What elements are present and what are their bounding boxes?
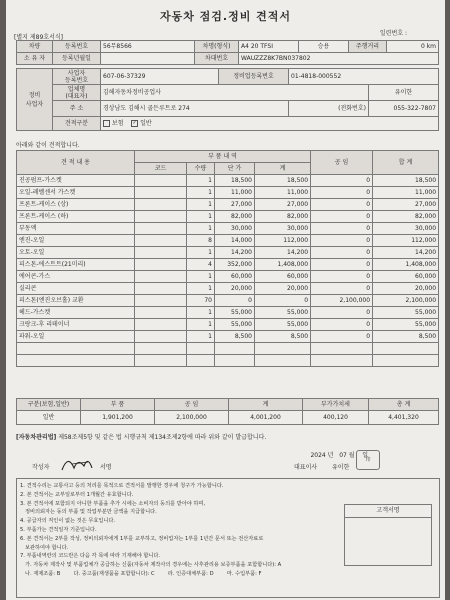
summary-sum-header: 계 xyxy=(229,399,303,411)
writer-sign-label: 서명 xyxy=(100,464,112,471)
item-code xyxy=(135,223,187,235)
item-unit: 30,000 xyxy=(215,223,255,235)
shop-stamp-cell xyxy=(369,85,439,101)
customer-sign-label: 고객서명 xyxy=(345,505,431,518)
item-unit: 27,000 xyxy=(215,199,255,211)
item-code xyxy=(135,247,187,259)
item-code xyxy=(135,199,187,211)
item-code xyxy=(135,295,187,307)
company-seal: 印 xyxy=(356,450,380,470)
note-line: 2. 본 견적서는 교부일로부터 1개월간 유효합니다. xyxy=(20,491,134,498)
item-labor: 2,100,000 xyxy=(311,295,373,307)
empty-row xyxy=(17,355,439,367)
item-sum: 55,000 xyxy=(255,307,311,319)
item-total: 82,000 xyxy=(373,211,439,223)
item-name: 오토-오일 xyxy=(17,247,135,259)
col-code: 코드 xyxy=(135,163,187,175)
item-unit: 11,000 xyxy=(215,187,255,199)
item-unit: 14,200 xyxy=(215,247,255,259)
table-row xyxy=(17,247,439,259)
estimate-type-label: 견적구분 xyxy=(53,117,101,131)
summary-sum: 4,001,200 xyxy=(229,411,303,425)
mileage-label: 주행거리 xyxy=(349,41,387,53)
shop-info-table xyxy=(16,68,439,131)
reg-no-label: 등록번호 xyxy=(53,41,101,53)
item-total: 60,000 xyxy=(373,271,439,283)
item-unit: 60,000 xyxy=(215,271,255,283)
item-total: 14,200 xyxy=(373,247,439,259)
item-qty: 1 xyxy=(187,199,215,211)
item-sum: 11,000 xyxy=(255,187,311,199)
model-label: 차명(형식) xyxy=(195,41,239,53)
note-line: 보관하여야 합니다. xyxy=(20,544,69,551)
date-year-unit: 년 xyxy=(327,452,334,459)
summary-parts-header: 부 품 xyxy=(81,399,155,411)
summary-vat: 400,120 xyxy=(303,411,369,425)
insurance-option-label: 보험 xyxy=(111,119,124,127)
item-sum: 8,500 xyxy=(255,331,311,343)
item-total: 1,408,000 xyxy=(373,259,439,271)
table-row xyxy=(17,259,439,271)
item-qty: 1 xyxy=(187,211,215,223)
item-qty: 1 xyxy=(187,283,215,295)
reg-date-value xyxy=(101,53,195,65)
item-total: 30,000 xyxy=(373,223,439,235)
empty-row xyxy=(17,343,439,355)
reg-date-label: 등록년월일 xyxy=(53,53,101,65)
note-line: 5. 부품가는 견적일자 기준입니다. xyxy=(20,526,97,533)
item-name: 피스톤(엔진오브홀) 교환 xyxy=(17,295,135,307)
note-line: 7. 부품내역란의 코드란은 다음 각 목에 따라 기재해야 합니다. xyxy=(20,553,161,560)
shop-reg-no-value: 01-4818-000552 xyxy=(289,69,439,85)
item-code xyxy=(135,187,187,199)
biz-no-label: 사업자 등록번호 xyxy=(53,69,101,85)
empty-cell xyxy=(215,355,255,367)
table-row xyxy=(17,235,439,247)
vin-value: WAUZZZ8K7BN037802 xyxy=(239,53,439,65)
empty-cell xyxy=(373,355,439,367)
item-qty: 1 xyxy=(187,331,215,343)
table-row xyxy=(17,271,439,283)
table-row xyxy=(17,319,439,331)
item-labor: 0 xyxy=(311,307,373,319)
shop-name-value: 김해자동차정비공업사 xyxy=(101,85,369,101)
empty-cell xyxy=(255,343,311,355)
date-month-unit: 월 xyxy=(348,452,355,459)
vehicle-type: 승용 xyxy=(299,41,349,53)
item-labor: 0 xyxy=(311,247,373,259)
item-labor: 0 xyxy=(311,187,373,199)
note-line: 나. 재제조품: B 다. 중고품(재생품을 포함합니다): C 라. 인증대체부품: D 마. 수입부품: F xyxy=(20,570,262,577)
col-sum: 계 xyxy=(255,163,311,175)
item-unit: 8,500 xyxy=(215,331,255,343)
table-row xyxy=(17,223,439,235)
item-sum: 55,000 xyxy=(255,319,311,331)
table-row xyxy=(17,187,439,199)
item-total: 27,000 xyxy=(373,199,439,211)
item-labor: 0 xyxy=(311,223,373,235)
law-label: [자동차관리법] xyxy=(16,434,57,441)
empty-cell xyxy=(135,355,187,367)
col-work: 견 적 내 용 xyxy=(17,151,135,175)
item-labor: 0 xyxy=(311,319,373,331)
shop-stamp: 유이한 xyxy=(394,88,413,96)
item-name: 부동액 xyxy=(17,223,135,235)
item-sum: 112,000 xyxy=(255,235,311,247)
items-body xyxy=(17,175,439,367)
item-labor: 0 xyxy=(311,283,373,295)
item-qty: 1 xyxy=(187,307,215,319)
serial-number-label: 일련번호 : xyxy=(379,30,407,37)
note-line: 1. 견적수리는 교통사고 등의 처리를 목적으로 견적서를 발행한 경우에 청구가 가능합니다. xyxy=(20,483,224,489)
item-unit: 352,000 xyxy=(215,259,255,271)
estimate-type-options xyxy=(101,117,439,131)
intro-text: 아래와 같이 견적합니다. xyxy=(16,142,80,149)
date-day-unit: 일 xyxy=(362,452,368,459)
item-sum: 1,408,000 xyxy=(255,259,311,271)
rep-name: 유이한 xyxy=(332,464,350,471)
handwritten-signature xyxy=(58,452,98,474)
table-row xyxy=(17,307,439,319)
empty-cell xyxy=(311,355,373,367)
vehicle-label: 차량 xyxy=(17,41,53,53)
item-qty: 1 xyxy=(187,319,215,331)
item-labor: 0 xyxy=(311,175,373,187)
mileage-value: 0 km xyxy=(387,41,439,53)
writer-label: 작성자 xyxy=(32,464,50,471)
item-name: 프론트-케이스 (상) xyxy=(17,199,135,211)
item-sum: 60,000 xyxy=(255,271,311,283)
item-name: 크랑크-후 리테이너 xyxy=(17,319,135,331)
item-code xyxy=(135,235,187,247)
item-qty: 1 xyxy=(187,187,215,199)
empty-cell xyxy=(373,343,439,355)
summary-vat-header: 부가가치세 xyxy=(303,399,369,411)
empty-cell xyxy=(311,343,373,355)
summary-total: 4,401,320 xyxy=(369,411,439,425)
shop-section-label: 정비 사업자 xyxy=(17,69,53,131)
empty-cell xyxy=(215,343,255,355)
document-title: 자동차 점검.정비 견적서 xyxy=(159,10,292,23)
item-unit: 18,500 xyxy=(215,175,255,187)
law-text: 제58조제5항 및 같은 법 시행규칙 제134조제2항에 따라 위와 같이 발급합니다. xyxy=(58,434,267,441)
col-qty: 수량 xyxy=(187,163,215,175)
summary-type: 일반 xyxy=(17,411,81,425)
general-checkbox[interactable]: ✓ xyxy=(132,119,137,126)
empty-cell xyxy=(135,343,187,355)
note-line: 3. 본 견적서에 포함되지 아니한 부품을 추가 시에는 소비자의 동의를 받아야 하며, xyxy=(20,500,206,507)
item-total: 55,000 xyxy=(373,319,439,331)
item-name: 진공펌프-가스켓 xyxy=(17,175,135,187)
item-unit: 20,000 xyxy=(215,283,255,295)
model-value: A4 20 TFSI xyxy=(239,41,299,53)
note-line: 정비의뢰자는 동의 부품 및 작업부분만 금액을 지급합니다. xyxy=(20,509,157,516)
item-name: 에어콘-가스 xyxy=(17,271,135,283)
vehicle-info-table xyxy=(16,40,439,65)
vin-label: 차대번호 xyxy=(195,53,239,65)
reg-no-value: 56무8566 xyxy=(101,41,195,53)
item-name: 헤드-가스켓 xyxy=(17,307,135,319)
form-number: [별지 제89호서식] xyxy=(14,34,63,41)
item-unit: 14,000 xyxy=(215,235,255,247)
note-line: 가. 자동차 제작사 및 부품업체가 공급하는 신품(자동차 제작사의 경우에는 사후관리용 보증부품을 포함합니다): A xyxy=(20,562,282,569)
item-qty: 1 xyxy=(187,271,215,283)
item-code xyxy=(135,283,187,295)
item-name: 실리콘 xyxy=(17,283,135,295)
table-row xyxy=(17,283,439,295)
note-line: 6. 본 견적서는 2부를 작성, 정비의뢰자에게 1부를 교부하고, 정비업자는 1부를 1년간 문서 또는 전산자료로 xyxy=(20,535,264,542)
law-statement xyxy=(16,432,438,441)
summary-table xyxy=(16,398,439,425)
item-code xyxy=(135,331,187,343)
item-qty: 1 xyxy=(187,175,215,187)
table-row xyxy=(17,331,439,343)
item-unit: 0 xyxy=(215,295,255,307)
item-total: 18,500 xyxy=(373,175,439,187)
item-name: 엔진-오일 xyxy=(17,235,135,247)
item-labor: 0 xyxy=(311,271,373,283)
customer-sign-box[interactable] xyxy=(344,504,432,566)
date-year: 2024 xyxy=(310,452,326,459)
col-total: 합 계 xyxy=(373,151,439,175)
item-code xyxy=(135,259,187,271)
item-qty: 4 xyxy=(187,259,215,271)
summary-type-header: 구분(보험,일반) xyxy=(17,399,81,411)
empty-cell xyxy=(187,355,215,367)
summary-labor-header: 공 임 xyxy=(155,399,229,411)
shop-reg-no-label: 정비업등록번호 xyxy=(219,69,289,85)
items-table xyxy=(16,150,439,367)
insurance-checkbox[interactable] xyxy=(103,120,110,127)
item-code xyxy=(135,175,187,187)
col-labor: 공 임 xyxy=(311,151,373,175)
item-code xyxy=(135,271,187,283)
item-total: 11,000 xyxy=(373,187,439,199)
empty-cell xyxy=(255,355,311,367)
item-total: 8,500 xyxy=(373,331,439,343)
biz-no-value: 607-06-37329 xyxy=(101,69,219,85)
item-name: 파워-오일 xyxy=(17,331,135,343)
item-total: 112,000 xyxy=(373,235,439,247)
item-sum: 30,000 xyxy=(255,223,311,235)
item-sum: 0 xyxy=(255,295,311,307)
item-code xyxy=(135,211,187,223)
empty-cell xyxy=(17,355,135,367)
notes-list xyxy=(20,482,338,579)
summary-parts: 1,901,200 xyxy=(81,411,155,425)
item-sum: 18,500 xyxy=(255,175,311,187)
address-value: 경상남도 김해시 골든루트로 274 xyxy=(101,101,289,117)
table-row xyxy=(17,295,439,307)
item-labor: 0 xyxy=(311,259,373,271)
item-sum: 20,000 xyxy=(255,283,311,295)
item-labor: 0 xyxy=(311,199,373,211)
note-line: 4. 공급자의 직인이 없는 것은 무효입니다. xyxy=(20,518,116,525)
item-qty: 8 xyxy=(187,235,215,247)
item-total: 2,100,000 xyxy=(373,295,439,307)
estimate-document xyxy=(6,0,445,600)
item-unit: 55,000 xyxy=(215,307,255,319)
item-name: 피스톤-에스트트(21미리) xyxy=(17,259,135,271)
item-code xyxy=(135,319,187,331)
col-unit: 단 가 xyxy=(215,163,255,175)
item-sum: 27,000 xyxy=(255,199,311,211)
item-name: 프론트-케이스 (하) xyxy=(17,211,135,223)
table-row xyxy=(17,175,439,187)
item-code xyxy=(135,307,187,319)
address-label: 주 소 xyxy=(53,101,101,117)
empty-cell xyxy=(17,343,135,355)
item-qty: 1 xyxy=(187,223,215,235)
rep-label: 대표이사 xyxy=(294,464,318,471)
owner-label: 소 유 자 xyxy=(17,53,53,65)
item-sum: 14,200 xyxy=(255,247,311,259)
item-unit: 55,000 xyxy=(215,319,255,331)
item-unit: 82,000 xyxy=(215,211,255,223)
shop-name-label: 업체명 (대표자) xyxy=(53,85,101,101)
summary-total-header: 총 계 xyxy=(369,399,439,411)
item-name: 오일-레벨센서 가스켓 xyxy=(17,187,135,199)
item-qty: 1 xyxy=(187,247,215,259)
table-row xyxy=(17,199,439,211)
item-labor: 0 xyxy=(311,331,373,343)
phone-label: (전화번호) xyxy=(289,101,369,117)
item-total: 20,000 xyxy=(373,283,439,295)
item-labor: 0 xyxy=(311,211,373,223)
col-parts: 부 품 내 역 xyxy=(135,151,311,163)
table-row xyxy=(17,211,439,223)
item-labor: 0 xyxy=(311,235,373,247)
item-qty: 70 xyxy=(187,295,215,307)
summary-labor: 2,100,000 xyxy=(155,411,229,425)
phone-value: 055-322-7807 xyxy=(369,101,439,117)
empty-cell xyxy=(187,343,215,355)
item-total: 55,000 xyxy=(373,307,439,319)
date-month: 07 xyxy=(339,452,347,459)
item-sum: 82,000 xyxy=(255,211,311,223)
general-option-label: 일반 xyxy=(140,119,152,127)
